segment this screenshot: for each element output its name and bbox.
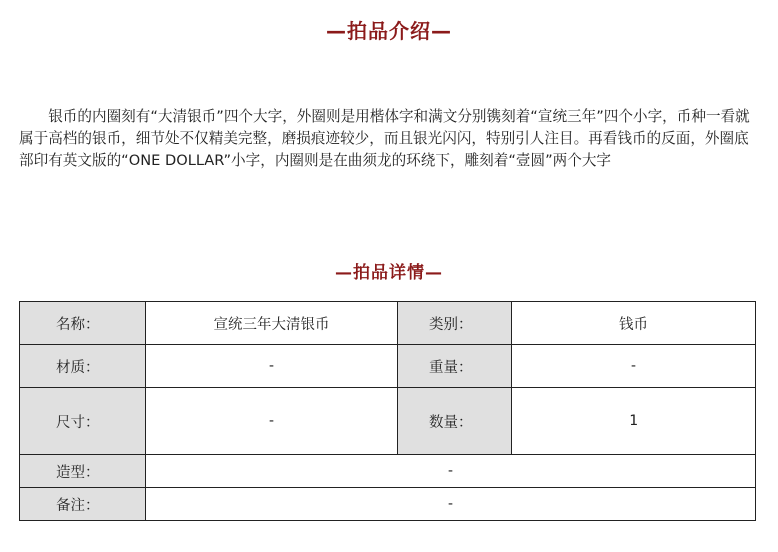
size-label: 尺寸： [20,388,146,455]
material-label: 材质： [20,345,146,388]
details-row-notes [20,488,756,521]
size-value: - [146,388,398,455]
details-section-title: —拍品详情— [335,263,443,283]
details-table [19,301,756,521]
material-value: - [146,345,398,388]
details-row-name [20,302,756,345]
quantity-value: 1 [512,388,756,455]
shape-label: 造型： [20,455,146,488]
name-value: 宣统三年大清银币 [146,302,398,345]
weight-value: - [512,345,756,388]
details-row-material [20,345,756,388]
weight-label: 重量： [398,345,512,388]
intro-paragraph: 银币的内圈刻有“大清银币”四个大字，外圈则是用楷体字和满文分别镌刻着“宣统三年”四个小字，币种一看就属于高档的银币，细节处不仅精美完整，磨损痕迹较少，而且银光闪闪，特别引人注目。再看钱币的反面，外圈底部印有英文版的“ONE DOLLAR”小字，内圈则是在曲须龙的环绕下，雕刻着“壹圆”两个大字 [19,108,750,169]
category-value: 钱币 [512,302,756,345]
quantity-label: 数量： [398,388,512,455]
details-row-size [20,388,756,455]
details-row-shape [20,455,756,488]
intro-section-title: —拍品介绍— [326,19,452,43]
name-label: 名称： [20,302,146,345]
shape-value: - [146,455,756,488]
notes-value: - [146,488,756,521]
category-label: 类别： [398,302,512,345]
notes-label: 备注： [20,488,146,521]
